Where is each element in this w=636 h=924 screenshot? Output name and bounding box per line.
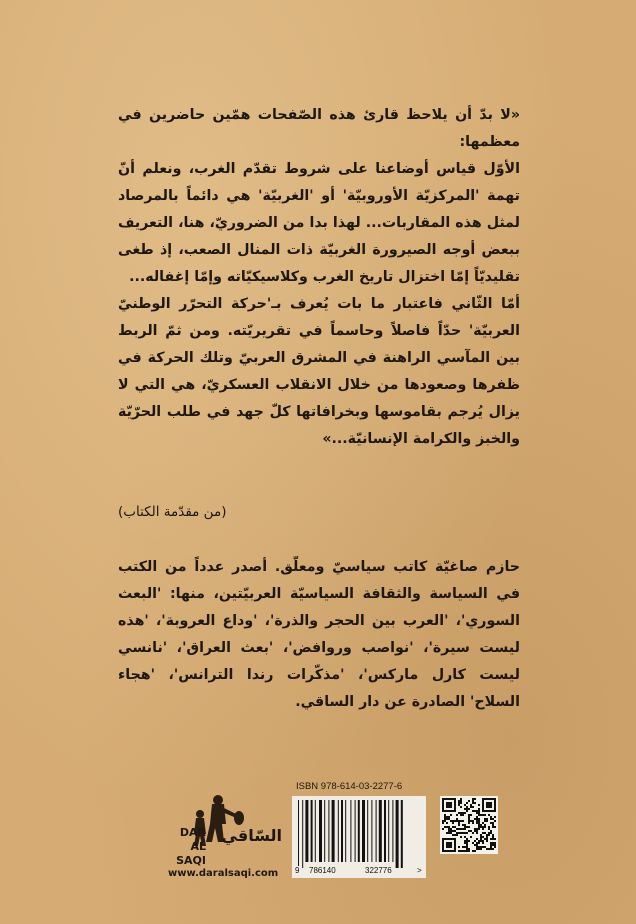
barcode-digit-trail: > (417, 866, 422, 875)
publisher-latin-name (166, 826, 206, 868)
isbn-label: ISBN 978-614-03-2277-6 (296, 781, 403, 792)
back-cover-quote (118, 102, 520, 453)
quote-source: (من مقدّمة الكتاب) (118, 504, 227, 520)
barcode-digits (292, 866, 426, 880)
publisher-website: www.daralsaqi.com (168, 868, 279, 879)
barcode-icon (292, 796, 426, 868)
barcode-digit-group2: 322776 (365, 866, 392, 875)
barcode-digit-lead: 9 (295, 866, 300, 875)
author-bio (118, 554, 520, 716)
quote-paragraph-3: أمّا الثّاني فاعتبار ما بات يُعرف بـ'حركة التحرّر الوطنيّ العربيّة' حدّاً فاصلاً وحاسماً في تقريريّته. ومن ثمّ الربط بين المآسي الراهنة في المشرق العربيّ وتلك الحركة في ظفرها وصعودها من خلال الانقلاب العسكريّ، هي التي لا يزال يُرجم بقاموسها وبخرافاتها كلّ جهد في طلب الحرّيّة والخبز والكرامة الإنسانيّة...» (118, 296, 520, 447)
publisher-name-line2: AL SAQI (176, 840, 206, 867)
author-bio-text: حازم صاغيّة كاتب سياسيّ ومعلّق. أصدر عدداً من الكتب في السياسة والثقافة السياسيّة العربيّتين، منها: 'البعث السوري'، 'العرب بين الحجر والذرة'، 'وداع العروبة'، 'هذه ليست سيرة'، 'نواصب وروافض'، 'بعث العراق'، 'نانسي ليست كارل ماركس'، 'مذكّرات رندا الترانس'، 'هجاء السلاح' الصادرة عن دار الساقي. (118, 559, 520, 710)
qr-code-icon (440, 796, 498, 854)
publisher-name-line1: DAR (179, 826, 206, 839)
quote-paragraph-2: الأوّل قياس أوضاعنا على شروط تقدّم الغرب، ونعلم أنّ تهمة 'المركزيّة الأوروبيّة' أو 'الغربيّة' هي دائماً بالمرصاد لمثل هذه المقاربات... لهذا بدا من الضروريّ، هنا، التعريف ببعض أوجه الصيرورة الغربيّة ذات المنال الصعب، إذ طغى تقليديّاً إمّا اختزال تاريخ الغرب وكلاسيكيّاته وإمّا إغفاله... (118, 161, 520, 285)
qr-code (440, 796, 498, 854)
quote-paragraph-1: «لا بدّ أن يلاحظ قارئ هذه الصّفحات همّين حاضرين في معظمها: (118, 107, 520, 150)
barcode-digit-group1: 786140 (309, 866, 336, 875)
publisher-arabic-name: السّاقي (221, 826, 282, 845)
